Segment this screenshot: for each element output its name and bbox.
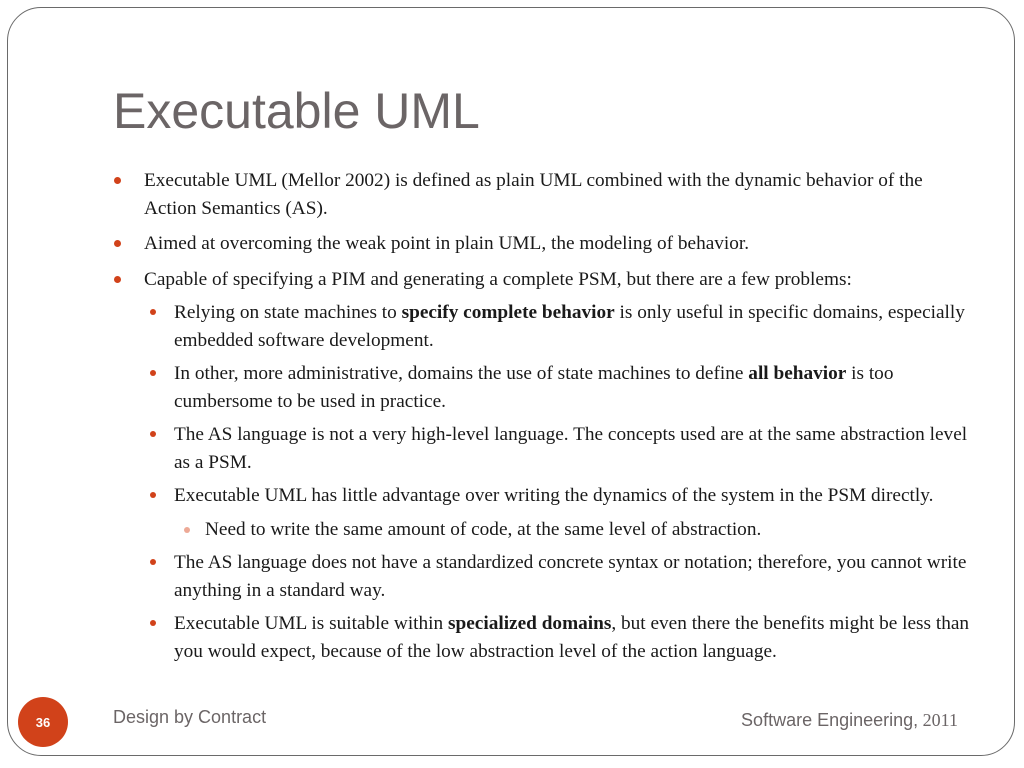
bullet-text: Executable UML (Mellor 2002) is defined as plain UML combined with the dynamic behavior of the Action Semantics (AS). xyxy=(144,170,923,219)
bullet-dot-icon xyxy=(150,370,156,376)
bullet-text-post: is only useful in specific domains, especially embedded software development. xyxy=(174,302,965,351)
bullet-dot-icon xyxy=(184,527,190,533)
bullet-text-pre: Relying on state machines to xyxy=(174,302,402,323)
bullet-text: The AS language is not a very high-level language. The concepts used are at the same abstraction level as a PSM. xyxy=(174,424,968,473)
bullet-dot-icon xyxy=(150,309,156,315)
bullet-text: Aimed at overcoming the weak point in plain UML, the modeling of behavior. xyxy=(144,233,750,254)
sub-bullet-item xyxy=(113,421,973,476)
sub-bullet-item xyxy=(113,549,973,604)
bullet-text: Executable UML has little advantage over writing the dynamics of the system in the PSM directly. xyxy=(174,485,934,506)
page-number-badge xyxy=(18,697,68,747)
page-number: 36 xyxy=(35,714,51,730)
footer-right xyxy=(741,710,958,731)
bullet-item xyxy=(113,167,973,222)
bullet-text-bold: all behavior xyxy=(748,363,847,384)
slide-title: Executable UML xyxy=(113,83,480,139)
bullet-text-bold: specialized domains xyxy=(448,613,612,634)
bullet-dot-icon xyxy=(150,559,156,565)
sub-bullet-item xyxy=(113,610,973,665)
bullet-dot-icon xyxy=(114,177,121,184)
sub-sub-bullet-item xyxy=(113,516,973,544)
bullet-dot-icon xyxy=(150,620,156,626)
bullet-dot-icon xyxy=(114,240,121,247)
bullet-text: The AS language does not have a standardized concrete syntax or notation; therefore, you cannot write anything in a standard way. xyxy=(174,552,967,601)
bullet-item xyxy=(113,266,973,294)
bullet-text: Capable of specifying a PIM and generating a complete PSM, but there are a few problems: xyxy=(144,268,852,290)
bullet-dot-icon xyxy=(150,492,156,498)
sub-bullet-item xyxy=(113,299,973,354)
sub-bullet-item xyxy=(113,482,973,510)
bullet-text-bold: specify complete behavior xyxy=(401,302,615,323)
bullet-dot-icon xyxy=(150,431,156,437)
footer-left-text: Design by Contract xyxy=(113,707,267,727)
bullet-dot-icon xyxy=(114,276,121,283)
bullet-text-pre: In other, more administrative, domains the use of state machines to define xyxy=(174,363,749,384)
bullet-text-post: is too cumbersome to be used in practice. xyxy=(174,363,894,412)
bullet-text-post: , but even there the benefits might be less than you would expect, because of the low abstraction level of the action language. xyxy=(174,613,970,662)
sub-bullet-item xyxy=(113,360,973,415)
bullet-text: Need to write the same amount of code, at the same level of abstraction. xyxy=(205,518,762,540)
slide-body xyxy=(113,167,973,665)
footer-year: 2011 xyxy=(922,710,958,730)
bullet-item xyxy=(113,230,973,258)
bullet-text-pre: Executable UML is suitable within xyxy=(174,613,448,634)
footer-course: Software Engineering, xyxy=(741,710,919,730)
